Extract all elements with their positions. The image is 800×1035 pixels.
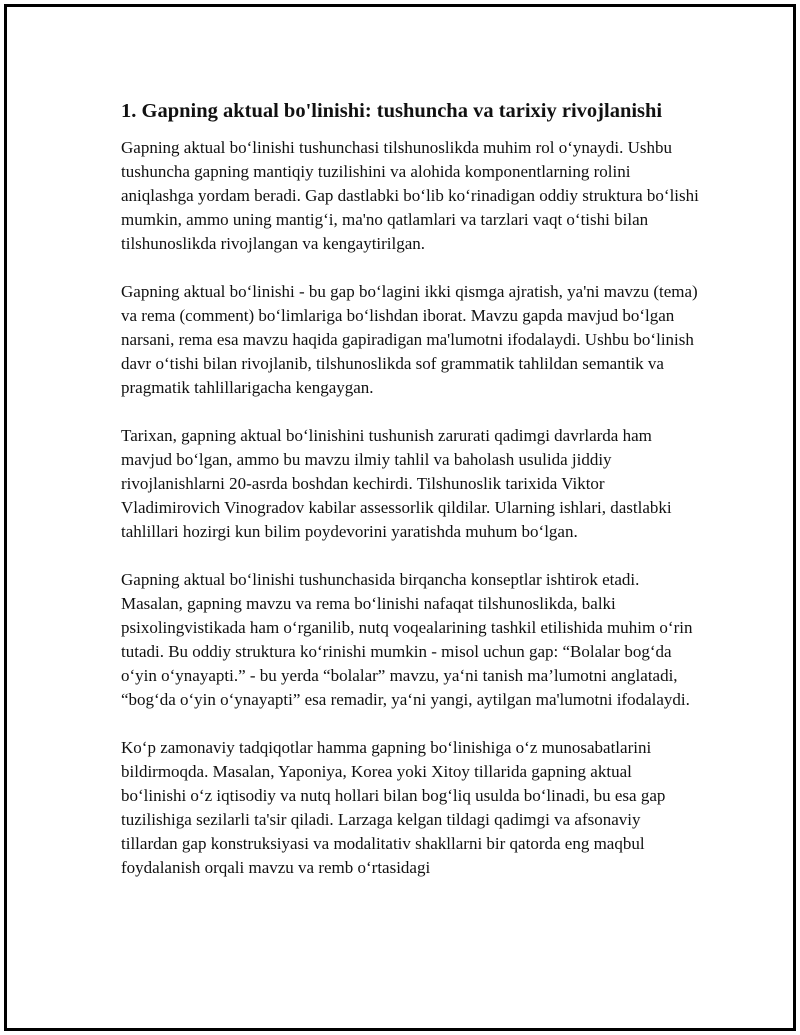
paragraph-3: Tarixan, gapning aktual bo‘linishini tushunish zarurati qadimgi davrlarda ham mavjud bo‘lgan, ammo bu mavzu ilmiy tahlil va baholash usulida jiddiy rivojlanishlarni 20-asrda boshdan kechirdi. Tilshunoslik tarixida Viktor Vladimirovich Vinogradov kabilar assessorlik qildilar. Ularning ishlari, dastlabki tahlillari hozirgi kun bilim poydevorini yaratishda muhum bo‘lgan. [121, 426, 672, 541]
paragraph-2: Gapning aktual bo‘linishi - bu gap bo‘lagini ikki qismga ajratish, ya'ni mavzu (tema) va rema (comment) bo‘limlariga bo‘lishdan iborat. Mavzu gapda mavjud bo‘lgan narsani, rema esa mavzu haqida gapiradigan ma'lumotni ifodalaydi. Ushbu bo‘linish davr o‘tishi bilan rivojlanib, tilshunoslikda sof grammatik tahlildan semantik va pragmatik tahlillarigacha kengaygan. [121, 282, 698, 397]
paragraph-4: Gapning aktual bo‘linishi tushunchasida birqancha konseptlar ishtirok etadi. Masalan, gapning mavzu va rema bo‘linishi nafaqat tilshunoslikda, balki psixolingvistikada ham o‘rganilib, nutq voqealarining tashkil etilishida muhim o‘rin tutadi. Bu oddiy struktura ko‘rinishi mumkin - misol uchun gap: “Bolalar bog‘da o‘yin o‘ynayapti.” - bu yerda “bolalar” mavzu, ya‘ni tanish ma’lumotni anglatadi, “bog‘da o‘yin o‘ynayapti” esa remadir, ya‘ni yangi, aytilgan ma'lumotni ifodalaydi. [121, 570, 693, 709]
page-frame [4, 4, 796, 1031]
paragraph-1: Gapning aktual bo‘linishi tushunchasi tilshunoslikda muhim rol o‘ynaydi. Ushbu tushuncha gapning mantiqiy tuzilishini va alohida komponentlarning rolini aniqlashga yordam beradi. Gap dastlabki bo‘lib ko‘rinadigan oddiy struktura bo‘lishi mumkin, ammo uning mantig‘i, ma'no qatlamlari va tarzlari vaqt o‘tishi bilan tilshunoslikda rivojlangan va kengaytirilgan. [121, 138, 699, 253]
document-body [121, 98, 701, 904]
section-heading: 1. Gapning aktual bo'linishi: tushuncha va tarixiy rivojlanishi [121, 100, 663, 122]
paragraph-5: Ko‘p zamonaviy tadqiqotlar hamma gapning bo‘linishiga o‘z munosabatlarini bildirmoqda. Masalan, Yaponiya, Korea yoki Xitoy tillarida gapning aktual bo‘linishi o‘z iqtisodiy va nutq hollari bilan bog‘liq usulda bo‘linadi, bu esa gap tuzilishiga sezilarli ta'sir qiladi. Larzaga kelgan tildagi qadimgi va afsonaviy tillardan gap konstruksiyasi va modalitativ shakllarni bir qatorda eng maqbul foydalanish orqali mavzu va remb o‘rtasidagi [121, 738, 666, 877]
